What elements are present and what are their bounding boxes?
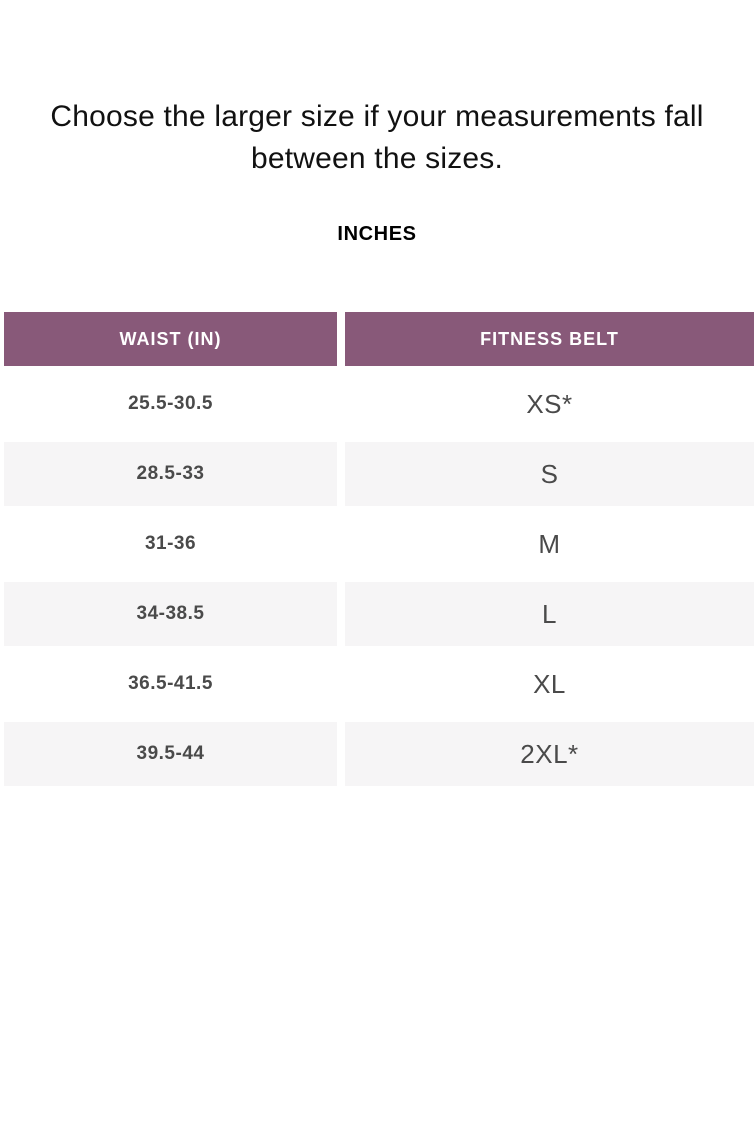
- table-row: [4, 512, 754, 576]
- waist-cell: 25.5-30.5: [4, 372, 337, 436]
- size-cell: S: [345, 442, 754, 506]
- size-cell: XL: [345, 652, 754, 716]
- table-row: [4, 582, 754, 646]
- waist-cell: 31-36: [4, 512, 337, 576]
- units-label: INCHES: [337, 223, 417, 245]
- page-title: [0, 96, 754, 180]
- waist-cell: 34-38.5: [4, 582, 337, 646]
- table-row: [4, 372, 754, 436]
- header-cell-waist: WAIST (IN): [4, 312, 337, 366]
- waist-cell: 28.5-33: [4, 442, 337, 506]
- waist-cell: 39.5-44: [4, 722, 337, 786]
- table-row: [4, 722, 754, 786]
- size-cell: L: [345, 582, 754, 646]
- header-cell-fitness-belt: FITNESS BELT: [345, 312, 754, 366]
- table-header-row: [4, 312, 754, 366]
- page-title-line-1: Choose the larger size if your measurements fall: [50, 100, 704, 133]
- size-chart-table: [0, 312, 754, 786]
- size-cell: M: [345, 512, 754, 576]
- waist-cell: 36.5-41.5: [4, 652, 337, 716]
- table-body: [4, 372, 754, 786]
- page-title-line-2: between the sizes.: [250, 142, 504, 175]
- table-row: [4, 442, 754, 506]
- size-cell: 2XL*: [345, 722, 754, 786]
- table-row: [4, 652, 754, 716]
- size-cell: XS*: [345, 372, 754, 436]
